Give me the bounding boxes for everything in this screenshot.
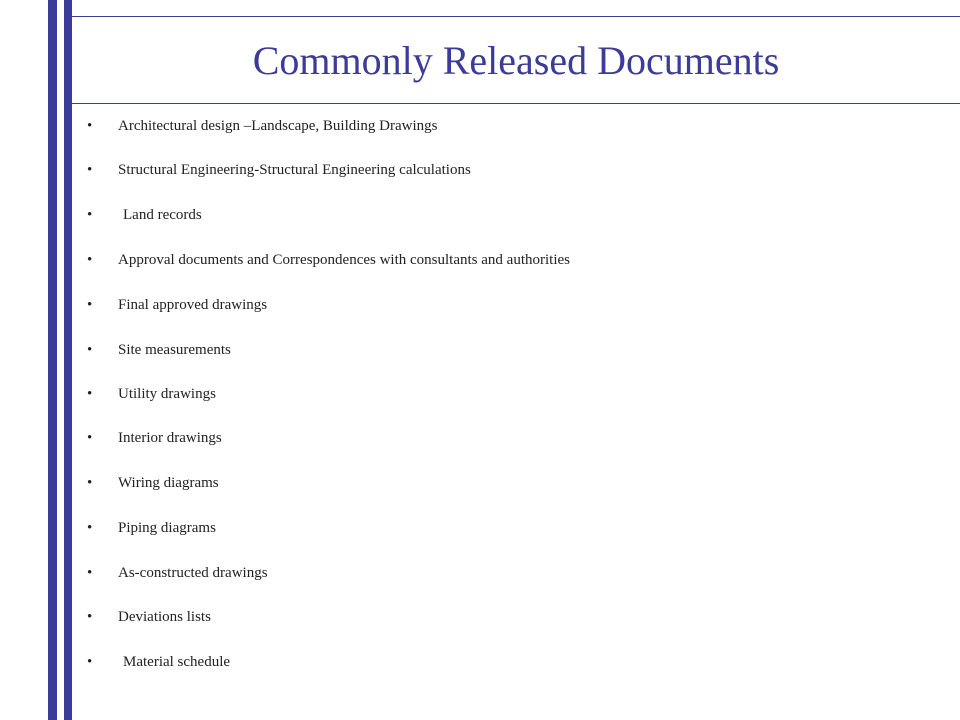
list-item-text: Site measurements bbox=[118, 342, 231, 358]
list-item-text: Approval documents and Correspondences with consultants and authorities bbox=[118, 252, 570, 268]
bullet-icon: • bbox=[87, 386, 93, 402]
list-item-text: As-constructed drawings bbox=[118, 565, 268, 581]
list-item-text: Interior drawings bbox=[118, 430, 222, 446]
bullet-icon: • bbox=[87, 207, 93, 223]
list-item-text: Final approved drawings bbox=[118, 297, 268, 313]
bullet-icon: • bbox=[87, 297, 93, 313]
bullet-icon: • bbox=[87, 430, 93, 446]
list-item-text: Piping diagrams bbox=[118, 520, 216, 536]
list-item-text: Deviations lists bbox=[118, 609, 211, 625]
bullet-icon: • bbox=[87, 520, 93, 536]
list-item-text: Structural Engineering-Structural Engineering calculations bbox=[118, 162, 471, 178]
bullet-icon: • bbox=[87, 609, 93, 625]
slide-title: Commonly Released Documents bbox=[252, 38, 780, 83]
bullet-icon: • bbox=[87, 342, 93, 358]
bullet-icon: • bbox=[87, 475, 93, 491]
left-accent-bar-outer bbox=[48, 0, 57, 720]
list-item-text: Utility drawings bbox=[118, 386, 216, 402]
bullet-icon: • bbox=[87, 118, 93, 134]
list-item-text: Land records bbox=[123, 207, 202, 223]
left-accent-bar-inner bbox=[64, 0, 72, 720]
list-item-text: Wiring diagrams bbox=[118, 475, 219, 491]
bullet-icon: • bbox=[87, 565, 93, 581]
list-item-text: Material schedule bbox=[123, 654, 231, 670]
bullet-icon: • bbox=[87, 162, 93, 178]
title-frame bbox=[72, 16, 960, 104]
bullet-icon: • bbox=[87, 654, 93, 670]
list-item-text: Architectural design –Landscape, Building Drawings bbox=[118, 118, 438, 134]
bullet-icon: • bbox=[87, 252, 93, 268]
